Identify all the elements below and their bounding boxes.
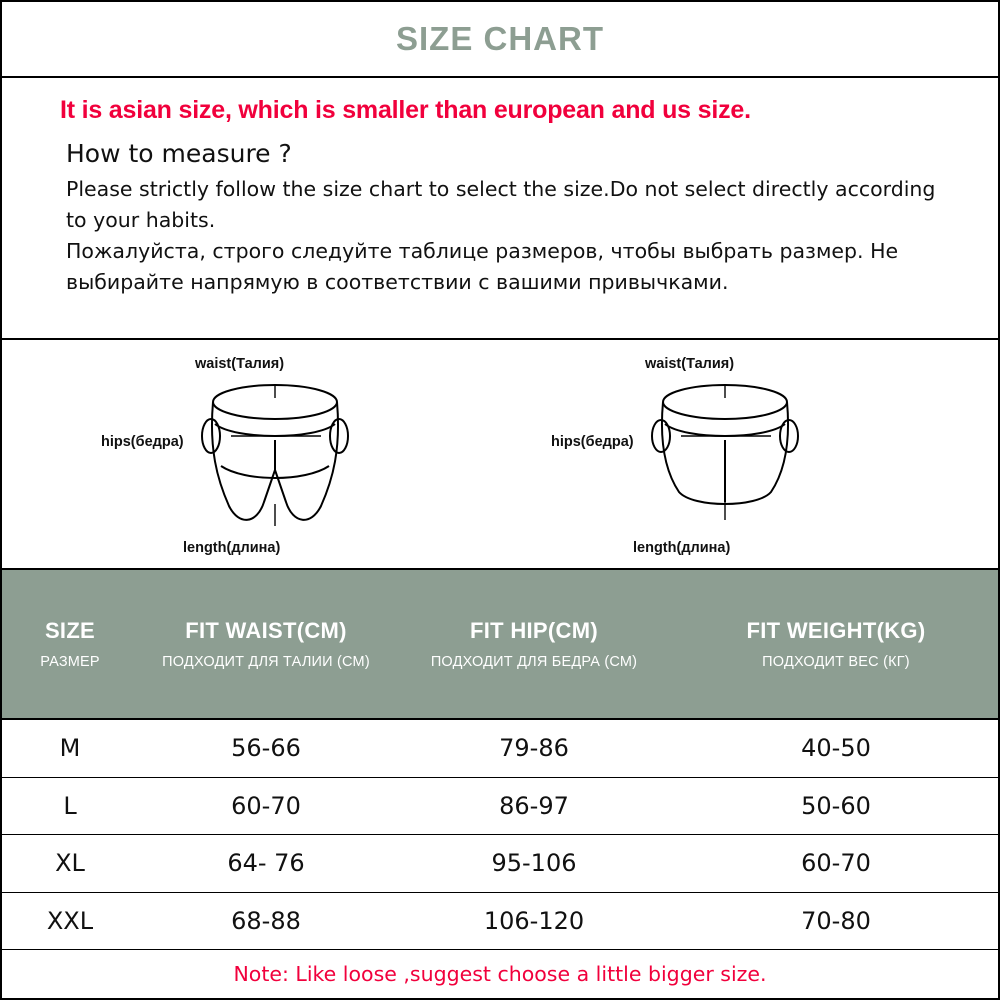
cell-size: L xyxy=(63,791,77,820)
cell-hip: 95-106 xyxy=(491,849,577,878)
boyshort-illustration-icon xyxy=(575,354,875,554)
header-hip xyxy=(394,618,674,670)
cell-size: XXL xyxy=(46,906,94,935)
header-hip-ru: ПОДХОДИТ ДЛЯ БЕДРА (СМ) xyxy=(430,654,638,670)
header-waist-en: FIT WAIST(CM) xyxy=(185,618,347,643)
diagram-waist-label-2: waist(Талия) xyxy=(645,356,735,372)
instruction-en-line-2: to your habits. xyxy=(66,208,216,233)
cell-size: XL xyxy=(55,849,85,878)
asian-size-warning: It is asian size, which is smaller than european and us size. xyxy=(60,96,751,124)
header-size xyxy=(2,618,138,670)
cell-hip: 106-120 xyxy=(483,906,585,935)
brief-illustration-icon xyxy=(125,354,425,554)
how-to-measure-heading: How to measure ? xyxy=(66,139,292,168)
cell-weight: 40-50 xyxy=(801,734,871,763)
table-footnote: Note: Like loose ,suggest choose a little bigger size. xyxy=(233,962,767,986)
header-hip-en: FIT HIP(CM) xyxy=(470,618,598,643)
instruction-ru-line-2: выбирайте напрямую в соответствии с вашими привычками. xyxy=(66,270,729,295)
header-size-ru: РАЗМЕР xyxy=(40,654,100,670)
cell-waist: 68-88 xyxy=(231,906,301,935)
size-table xyxy=(2,570,998,998)
notes-section xyxy=(2,78,998,340)
cell-weight: 60-70 xyxy=(801,849,871,878)
header-weight xyxy=(674,618,998,670)
header-waist xyxy=(138,618,394,670)
table-row xyxy=(2,893,998,951)
diagram-length-label-1: length(длина) xyxy=(183,540,281,556)
page-title: SIZE CHART xyxy=(396,20,604,57)
diagram-waist-label-1: waist(Талия) xyxy=(195,356,285,372)
table-header-row xyxy=(2,570,998,720)
diagram-hips-label-1: hips(бедра) xyxy=(101,434,184,450)
instruction-en-line-1: Please strictly follow the size chart to select the size.Do not select directly according xyxy=(66,177,936,201)
header-weight-ru: ПОДХОДИТ ВЕС (КГ) xyxy=(762,654,910,670)
cell-hip: 86-97 xyxy=(499,791,569,820)
cell-waist: 64- 76 xyxy=(227,849,305,878)
brief-diagram xyxy=(101,354,425,556)
cell-waist: 60-70 xyxy=(231,791,301,820)
cell-size: M xyxy=(59,734,81,763)
diagram-hips-label-2: hips(бедра) xyxy=(551,434,634,450)
cell-waist: 56-66 xyxy=(231,734,301,763)
table-row xyxy=(2,835,998,893)
diagram-length-label-2: length(длина) xyxy=(633,540,731,556)
measurement-diagrams xyxy=(2,340,998,570)
header-waist-ru: ПОДХОДИТ ДЛЯ ТАЛИИ (СМ) xyxy=(162,654,370,670)
cell-hip: 79-86 xyxy=(499,734,569,763)
boyshort-diagram xyxy=(551,354,875,556)
title-band xyxy=(2,2,998,78)
table-row xyxy=(2,720,998,778)
table-row xyxy=(2,778,998,836)
header-weight-en: FIT WEIGHT(KG) xyxy=(746,618,926,643)
header-size-en: SIZE xyxy=(44,618,96,643)
cell-weight: 70-80 xyxy=(801,906,871,935)
cell-weight: 50-60 xyxy=(801,791,871,820)
instruction-ru-line-1: Пожалуйста, строго следуйте таблице размеров, чтобы выбрать размер. Не xyxy=(66,239,899,264)
